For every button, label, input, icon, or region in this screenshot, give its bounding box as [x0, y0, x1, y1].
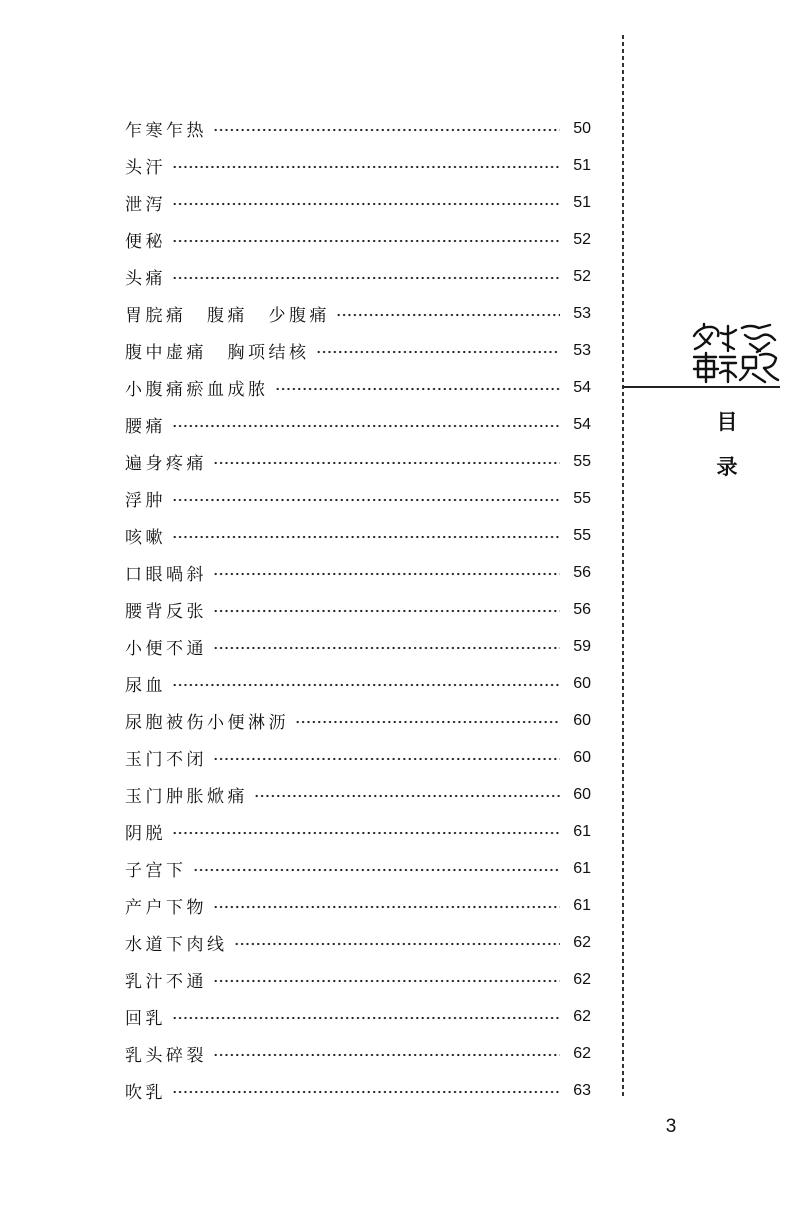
toc-entry-page: 55: [573, 452, 591, 470]
toc-entry-page: 54: [573, 415, 591, 433]
toc-entry-page: 50: [573, 119, 591, 137]
toc-entry-title: 乳汁不通: [125, 972, 207, 992]
page-number: 3: [665, 1116, 677, 1137]
toc-entry-page: 62: [573, 1044, 591, 1062]
toc-entry-page: 51: [573, 193, 591, 211]
toc-entry-title: 阴脱: [125, 824, 166, 844]
toc-entry: [125, 1072, 591, 1109]
toc-entry: [125, 332, 591, 369]
toc-entry-page: 60: [573, 711, 591, 729]
dot-leader: [213, 609, 560, 613]
toc-entry: [125, 887, 591, 924]
toc-entry-page: 62: [573, 1007, 591, 1025]
toc-entry-title: 吹乳: [125, 1083, 166, 1103]
toc-entry-title: 泄泻: [125, 195, 166, 215]
dot-leader: [172, 276, 560, 280]
toc-entry-page: 52: [573, 267, 591, 285]
toc-entry: [125, 443, 591, 480]
toc-entry-page: 62: [573, 970, 591, 988]
toc-entry-title: 腰痛: [125, 417, 166, 437]
toc-entry-page: 56: [573, 600, 591, 618]
toc-entry-page: 60: [573, 748, 591, 766]
toc-entry-page: 60: [573, 785, 591, 803]
toc-entry-page: 55: [573, 489, 591, 507]
toc-entry-page: 54: [573, 378, 591, 396]
toc-entry-page: 55: [573, 526, 591, 544]
toc-entry: [125, 110, 591, 147]
dot-leader: [172, 165, 560, 169]
toc-entry: [125, 369, 591, 406]
toc-entry-title: 子宫下: [125, 861, 187, 881]
toc-entry-title: 回乳: [125, 1009, 166, 1029]
dot-leader: [213, 905, 560, 909]
toc-entry-title: 胃脘痛 腹痛 少腹痛: [125, 306, 330, 326]
section-heading-char-1: 目: [716, 410, 738, 434]
dot-leader: [336, 313, 560, 317]
toc-entry-title: 浮肿: [125, 491, 166, 511]
table-of-contents: [125, 110, 591, 1109]
toc-entry-page: 59: [573, 637, 591, 655]
toc-entry-title: 小腹痛瘀血成脓: [125, 380, 269, 400]
toc-entry: [125, 813, 591, 850]
toc-entry: [125, 850, 591, 887]
toc-entry: [125, 1035, 591, 1072]
toc-entry-page: 63: [573, 1081, 591, 1099]
toc-entry: [125, 628, 591, 665]
dot-leader: [275, 387, 561, 391]
toc-entry: [125, 406, 591, 443]
dot-leader: [172, 535, 560, 539]
toc-entry-title: 小便不通: [125, 639, 207, 659]
dot-leader: [172, 1090, 560, 1094]
toc-entry-title: 尿血: [125, 676, 166, 696]
toc-entry: [125, 147, 591, 184]
toc-entry: [125, 480, 591, 517]
toc-entry-title: 腹中虚痛 胸项结核: [125, 343, 310, 363]
toc-entry-page: 51: [573, 156, 591, 174]
toc-entry-title: 乍寒乍热: [125, 121, 207, 141]
toc-entry-page: 53: [573, 304, 591, 322]
dot-leader: [172, 424, 560, 428]
toc-entry-title: 便秘: [125, 232, 166, 252]
dot-leader: [213, 572, 560, 576]
toc-entry-title: 玉门肿胀焮痛: [125, 787, 248, 807]
toc-entry: [125, 591, 591, 628]
dot-leader: [172, 831, 560, 835]
dot-leader: [172, 202, 560, 206]
dot-leader: [193, 868, 561, 872]
toc-entry: [125, 961, 591, 998]
dot-leader: [254, 794, 560, 798]
dot-leader: [213, 461, 560, 465]
dot-leader: [213, 128, 560, 132]
dot-leader: [172, 683, 560, 687]
toc-entry-title: 玉门不闭: [125, 750, 207, 770]
dot-leader: [316, 350, 561, 354]
toc-entry-page: 61: [573, 896, 591, 914]
dot-leader: [295, 720, 560, 724]
toc-entry: [125, 554, 591, 591]
dot-leader: [213, 757, 560, 761]
toc-entry-title: 乳头碎裂: [125, 1046, 207, 1066]
dot-leader: [172, 1016, 560, 1020]
toc-entry-page: 61: [573, 822, 591, 840]
toc-entry-title: 水道下肉线: [125, 935, 228, 955]
toc-entry: [125, 776, 591, 813]
toc-entry-page: 56: [573, 563, 591, 581]
toc-entry: [125, 517, 591, 554]
dot-leader: [172, 498, 560, 502]
dot-leader: [213, 646, 560, 650]
dashed-divider-vertical: [622, 35, 624, 1097]
toc-entry-title: 口眼喎斜: [125, 565, 207, 585]
toc-entry: [125, 184, 591, 221]
seal-script-logo-icon: [690, 322, 782, 384]
toc-entry-page: 61: [573, 859, 591, 877]
dot-leader: [234, 942, 561, 946]
toc-entry-title: 头汗: [125, 158, 166, 178]
toc-entry-page: 62: [573, 933, 591, 951]
toc-entry-title: 产户下物: [125, 898, 207, 918]
toc-entry-page: 53: [573, 341, 591, 359]
dot-leader: [213, 979, 560, 983]
toc-entry: [125, 739, 591, 776]
toc-entry: [125, 295, 591, 332]
dot-leader: [172, 239, 560, 243]
section-heading-char-2: 录: [716, 455, 738, 479]
toc-entry: [125, 998, 591, 1035]
toc-entry: [125, 665, 591, 702]
toc-entry-title: 尿胞被伤小便淋沥: [125, 713, 289, 733]
section-divider-horizontal: [623, 386, 780, 388]
toc-entry: [125, 258, 591, 295]
toc-entry: [125, 702, 591, 739]
toc-entry-title: 咳嗽: [125, 528, 166, 548]
toc-entry-title: 遍身疼痛: [125, 454, 207, 474]
toc-entry-title: 腰背反张: [125, 602, 207, 622]
toc-entry-page: 52: [573, 230, 591, 248]
toc-entry-title: 头痛: [125, 269, 166, 289]
toc-entry: [125, 221, 591, 258]
dot-leader: [213, 1053, 560, 1057]
toc-entry-page: 60: [573, 674, 591, 692]
toc-entry: [125, 924, 591, 961]
